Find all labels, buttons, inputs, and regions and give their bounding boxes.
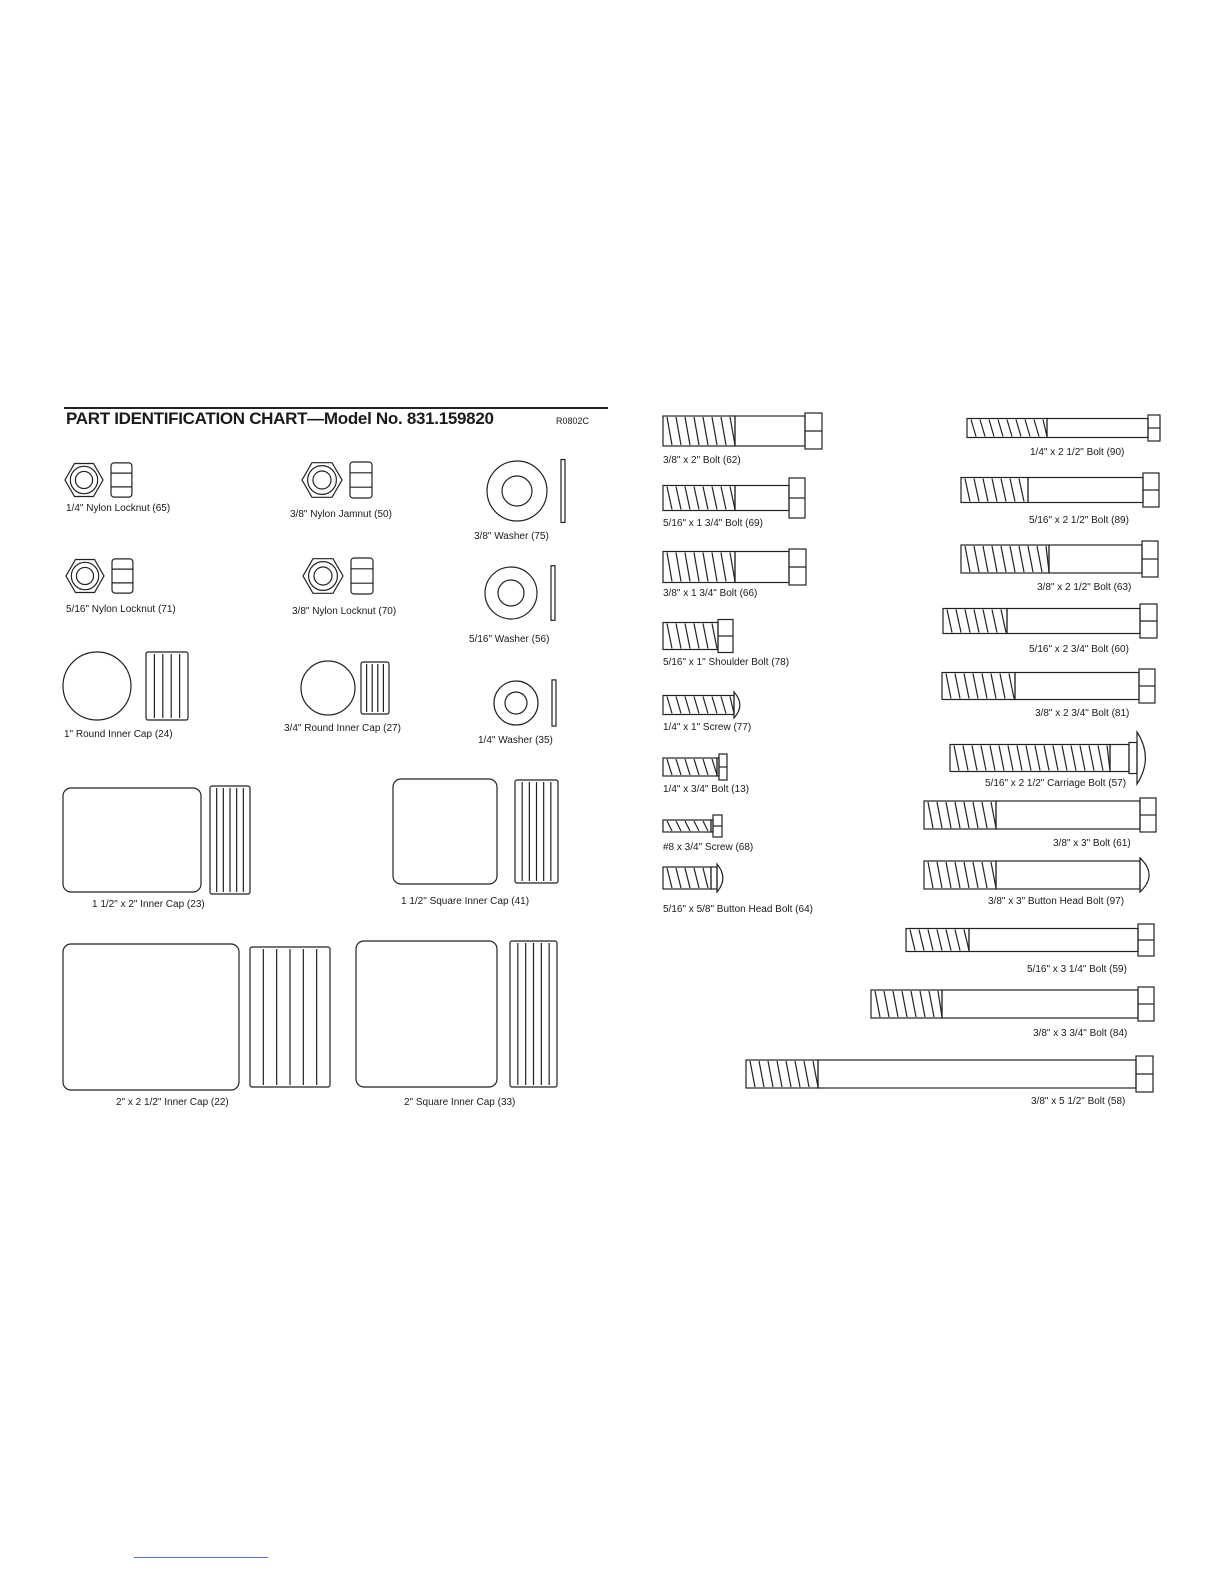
chart-code: R0802C (556, 416, 590, 426)
label-washer-35: 1/4" Washer (35) (478, 735, 553, 746)
round-cap-24-icon (63, 652, 188, 720)
nylon-jamnut-50-icon (302, 462, 372, 498)
label-bolt-84: 3/8" x 3 3/4" Bolt (84) (1033, 1028, 1128, 1039)
inner-cap-23-icon (63, 786, 250, 894)
bolt-13-icon (663, 754, 727, 780)
footer-link-underline (134, 1557, 268, 1558)
chart-title: PART IDENTIFICATION CHART—Model No. 831.159820 (66, 409, 494, 428)
bolt-63-icon (961, 541, 1158, 577)
label-bolt-89: 5/16" x 2 1/2" Bolt (89) (1029, 515, 1129, 526)
label-bolt-62: 3/8" x 2" Bolt (62) (663, 455, 741, 466)
bolt-89-icon (961, 473, 1159, 507)
label-round-cap-24: 1" Round Inner Cap (24) (64, 729, 173, 740)
label-square-cap-41: 1 1/2" Square Inner Cap (41) (401, 896, 530, 907)
label-bolt-66: 3/8" x 1 3/4" Bolt (66) (663, 588, 758, 599)
label-inner-cap-22: 2" x 2 1/2" Inner Cap (22) (116, 1097, 229, 1108)
square-cap-41-icon (393, 779, 558, 884)
bolt-59-icon (906, 924, 1154, 956)
screw-68-icon (663, 815, 722, 837)
label-inner-cap-23: 1 1/2" x 2" Inner Cap (23) (92, 899, 205, 910)
bolt-90-icon (967, 415, 1160, 441)
label-carriage-bolt-57: 5/16" x 2 1/2" Carriage Bolt (57) (985, 778, 1127, 789)
washer-75-icon (487, 460, 565, 523)
label-screw-68: #8 x 3/4" Screw (68) (663, 842, 754, 853)
label-nylon-locknut-65: 1/4" Nylon Locknut (65) (66, 503, 171, 514)
bolt-66-icon (663, 549, 806, 585)
nylon-locknut-71-icon (66, 559, 133, 593)
label-washer-56: 5/16" Washer (56) (469, 634, 550, 645)
label-bolt-59: 5/16" x 3 1/4" Bolt (59) (1027, 964, 1127, 975)
label-bolt-13: 1/4" x 3/4" Bolt (13) (663, 784, 750, 795)
label-bolt-69: 5/16" x 1 3/4" Bolt (69) (663, 518, 763, 529)
carriage-bolt-57-icon (950, 732, 1145, 784)
label-bolt-63: 3/8" x 2 1/2" Bolt (63) (1037, 582, 1132, 593)
label-bolt-90: 1/4" x 2 1/2" Bolt (90) (1030, 447, 1125, 458)
label-round-cap-27: 3/4" Round Inner Cap (27) (284, 723, 401, 734)
shoulder-bolt-78-icon (663, 620, 733, 653)
label-bolt-61: 3/8" x 3" Bolt (61) (1053, 838, 1131, 849)
washer-35-icon (494, 680, 556, 726)
screw-77-icon (663, 692, 740, 718)
label-bolt-81: 3/8" x 2 3/4" Bolt (81) (1035, 708, 1130, 719)
label-square-cap-33: 2" Square Inner Cap (33) (404, 1097, 516, 1108)
button-head-bolt-64-icon (663, 864, 723, 892)
bolt-84-icon (871, 987, 1154, 1021)
bolt-81-icon (942, 669, 1155, 703)
inner-cap-22-icon (63, 944, 330, 1090)
label-bolt-60: 5/16" x 2 3/4" Bolt (60) (1029, 644, 1129, 655)
square-cap-33-icon (356, 941, 557, 1087)
bolt-60-icon (943, 604, 1157, 638)
bolt-69-icon (663, 478, 805, 518)
label-nylon-jamnut-50: 3/8" Nylon Jamnut (50) (290, 509, 392, 520)
label-button-head-bolt-97: 3/8" x 3" Button Head Bolt (97) (988, 896, 1125, 907)
label-bolt-58: 3/8" x 5 1/2" Bolt (58) (1031, 1096, 1126, 1107)
bolt-61-icon (924, 798, 1156, 832)
label-nylon-locknut-70: 3/8" Nylon Locknut (70) (292, 606, 397, 617)
label-button-head-bolt-64: 5/16" x 5/8" Button Head Bolt (64) (663, 904, 813, 915)
label-shoulder-bolt-78: 5/16" x 1" Shoulder Bolt (78) (663, 657, 790, 668)
washer-56-icon (485, 566, 555, 621)
round-cap-27-icon (301, 661, 389, 715)
bolt-62-icon (663, 413, 822, 449)
nylon-locknut-70-icon (303, 558, 373, 594)
label-screw-77: 1/4" x 1" Screw (77) (663, 722, 752, 733)
label-washer-75: 3/8" Washer (75) (474, 531, 549, 542)
label-nylon-locknut-71: 5/16" Nylon Locknut (71) (66, 604, 176, 615)
nylon-locknut-65-icon (65, 463, 132, 497)
bolt-58-icon (746, 1056, 1153, 1092)
button-head-bolt-97-icon (924, 858, 1149, 892)
